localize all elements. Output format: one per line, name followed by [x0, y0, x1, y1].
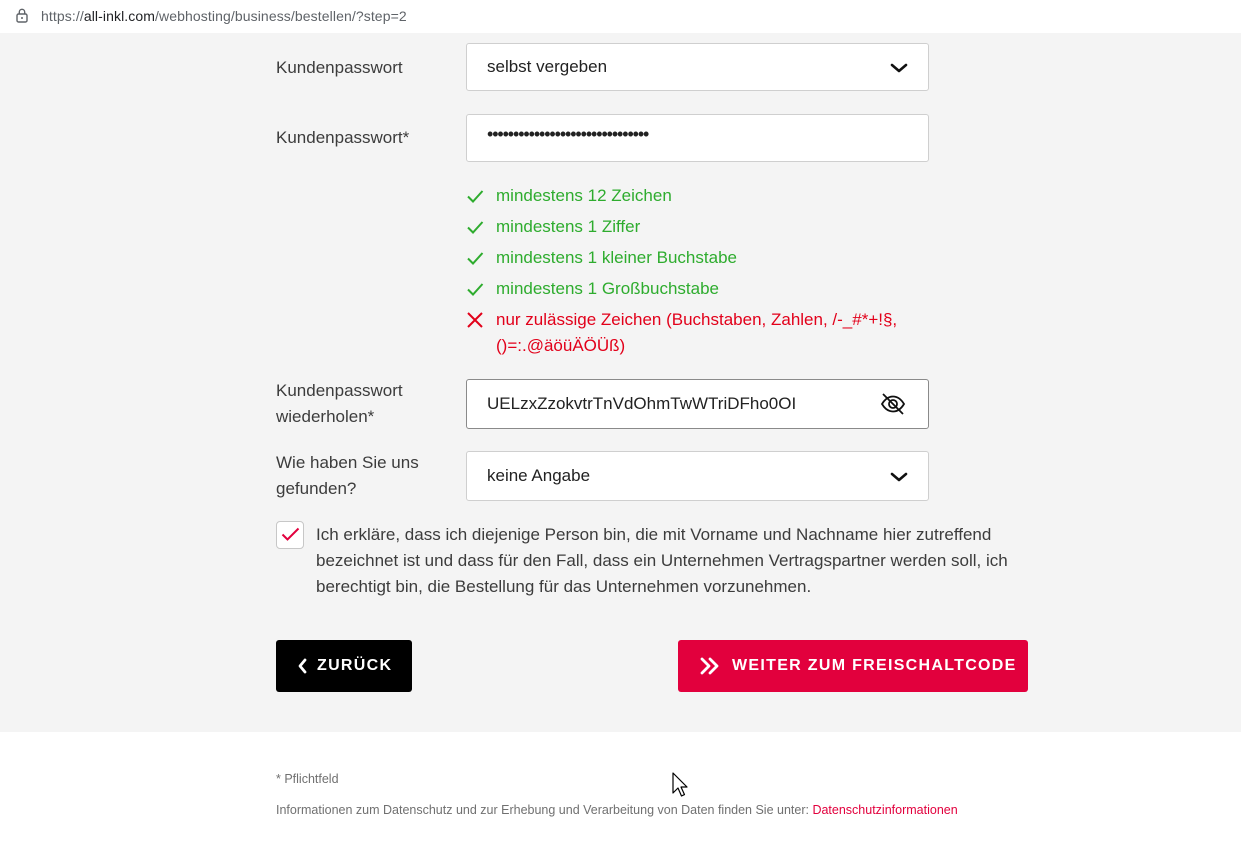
privacy-link[interactable]: Datenschutzinformationen: [812, 803, 958, 817]
check-icon: [466, 219, 484, 235]
chevron-left-icon: [297, 658, 307, 674]
address-bar[interactable]: [0, 0, 1241, 34]
next-button-label: WEITER ZUM FREISCHALTCODE: [732, 657, 1017, 674]
url-text[interactable]: https://all-inkl.com/webhosting/business/bestellen/?step=2: [41, 8, 407, 24]
next-button[interactable]: [678, 640, 1028, 692]
found-us-label: Wie haben Sie uns gefunden?: [276, 453, 419, 498]
chevron-down-icon: [890, 62, 908, 74]
check-icon: [466, 281, 484, 297]
eye-off-icon[interactable]: [880, 391, 906, 417]
privacy-note: Informationen zum Datenschutz und zur Erhebung und Verarbeitung von Daten finden Sie unter: Datenschutzinformationen: [276, 803, 958, 817]
cross-icon: [466, 312, 484, 328]
found-us-select[interactable]: [466, 451, 929, 501]
chevron-down-icon: [890, 471, 908, 483]
consent-text: Ich erkläre, dass ich diejenige Person bin, die mit Vorname und Nachname hier zutreffend bezeichnet ist und dass für den Fall, dass ein Unternehmen Vertragspartner werden soll, ich berechtigt bin, die Bestellung für das Unternehmen vorzunehmen.: [316, 525, 1008, 596]
password-masked-value: •••••••••••••••••••••••••••••••: [487, 124, 649, 144]
check-icon: [466, 188, 484, 204]
required-field-note: * Pflichtfeld: [276, 772, 339, 786]
password-label: Kundenpasswort*: [276, 128, 410, 147]
password-repeat-input[interactable]: [466, 379, 929, 429]
check-icon: [466, 250, 484, 266]
mouse-cursor-icon: [672, 772, 688, 798]
password-repeat-value: UELzxZzokvtrTnVdOhmTwWTriDFho0OI: [487, 394, 797, 413]
password-input[interactable]: [466, 114, 929, 162]
checkmark-icon: [281, 527, 300, 542]
password-mode-value: selbst vergeben: [487, 57, 608, 76]
found-us-value: keine Angabe: [487, 466, 591, 485]
rule-allowed-chars-line2: ()=:.@äöüÄÖÜß): [496, 336, 626, 355]
lock-icon: [14, 7, 30, 23]
password-mode-label: Kundenpasswort: [276, 58, 403, 77]
double-chevron-right-icon: [700, 657, 720, 675]
password-repeat-label: Kundenpasswort wiederholen*: [276, 381, 403, 426]
back-button[interactable]: [276, 640, 412, 692]
password-mode-select[interactable]: [466, 43, 929, 91]
back-button-label: ZURÜCK: [317, 657, 393, 674]
consent-checkbox[interactable]: [276, 521, 304, 549]
